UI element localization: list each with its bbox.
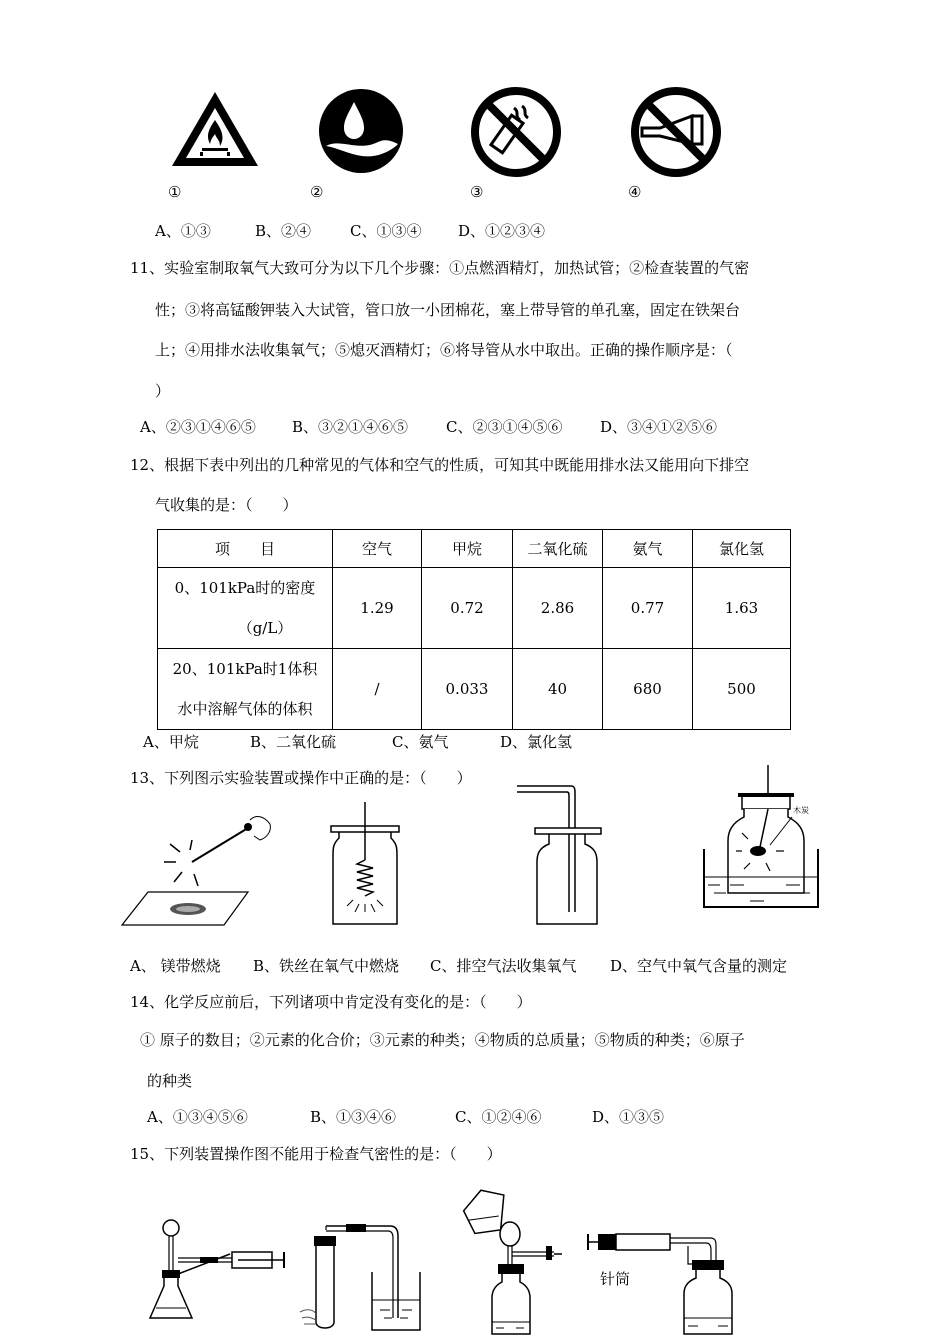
q13-option-c: C、排空气法收集氧气 bbox=[430, 957, 577, 975]
flask-syringe-apparatus-icon bbox=[148, 1218, 288, 1328]
table-header-cell: 氨气 bbox=[603, 530, 693, 568]
q14-option-a: A、①③④⑤⑥ bbox=[147, 1108, 248, 1126]
q13-line: 13、下列图示实验装置或操作中正确的是：（ ） bbox=[130, 769, 472, 787]
q11-line-3: 上；④用排水法收集氧气；⑤熄灭酒精灯；⑥将导管从水中取出。正确的操作顺序是：（ bbox=[155, 341, 733, 359]
table-row bbox=[158, 649, 791, 730]
no-smoking-sign-icon bbox=[470, 86, 562, 178]
table-header-cell: 空气 bbox=[333, 530, 422, 568]
table-row bbox=[158, 568, 791, 649]
q10-option-c: C、①③④ bbox=[350, 222, 422, 240]
magnesium-burning-figure-icon bbox=[120, 810, 280, 930]
q12-line-1: 12、根据下表中列出的几种常见的气体和空气的性质，可知其中既能用排水法又能用向下排空 bbox=[130, 456, 750, 474]
table-row-label: 20、101kPa时1体积 水中溶解气体的体积 bbox=[158, 649, 333, 730]
q10-option-b: B、②④ bbox=[255, 222, 312, 240]
table-cell: 0.77 bbox=[603, 568, 693, 649]
table-cell: 1.63 bbox=[693, 568, 791, 649]
q11-line-2: 性；③将高锰酸钾装入大试管，管口放一小团棉花，塞上带导管的单孔塞，固定在铁架台 bbox=[155, 301, 741, 319]
table-header-cell: 二氧化硫 bbox=[513, 530, 603, 568]
q11-line-4: ） bbox=[155, 382, 171, 400]
table-header-cell: 项 目 bbox=[158, 530, 333, 568]
q12-option-a: A、甲烷 bbox=[143, 733, 199, 751]
q12-option-b: B、二氧化硫 bbox=[250, 733, 337, 751]
test-tube-beaker-apparatus-icon bbox=[300, 1218, 430, 1333]
sign-label-4: ④ bbox=[628, 183, 642, 201]
q14-option-d: D、①③⑤ bbox=[592, 1108, 665, 1126]
q13-option-a: A、 镁带燃烧 bbox=[130, 957, 221, 975]
table-cell: 0.72 bbox=[422, 568, 513, 649]
table-cell: 0.033 bbox=[422, 649, 513, 730]
table-header-cell: 甲烷 bbox=[422, 530, 513, 568]
table-cell: 40 bbox=[513, 649, 603, 730]
q15-line: 15、下列装置操作图不能用于检查气密性的是：（ ） bbox=[130, 1145, 502, 1163]
q11-line-1: 11、实验室制取氧气大致可分为以下几个步骤：①点燃酒精灯，加热试管；②检查装置的气密 bbox=[130, 259, 750, 277]
q14-items-line-2: 的种类 bbox=[147, 1072, 193, 1090]
q12-option-d: D、氯化氢 bbox=[500, 733, 573, 751]
sign-label-3: ③ bbox=[470, 183, 484, 201]
gas-properties-table bbox=[157, 529, 791, 730]
q13-option-b: B、铁丝在氧气中燃烧 bbox=[253, 957, 400, 975]
q11-option-a: A、②③①④⑥⑤ bbox=[140, 418, 256, 436]
table-header-row bbox=[158, 530, 791, 568]
q12-line-2: 气收集的是：（ ） bbox=[155, 496, 298, 514]
q12-option-c: C、氨气 bbox=[392, 733, 449, 751]
table-cell: / bbox=[333, 649, 422, 730]
table-cell: 500 bbox=[693, 649, 791, 730]
q13-option-d: D、空气中氧气含量的测定 bbox=[610, 957, 788, 975]
q14-option-b: B、①③④⑥ bbox=[310, 1108, 397, 1126]
q10-option-d: D、①②③④ bbox=[458, 222, 546, 240]
q11-option-d: D、③④①②⑤⑥ bbox=[600, 418, 718, 436]
q11-option-c: C、②③①④⑤⑥ bbox=[446, 418, 563, 436]
air-displacement-collection-figure-icon bbox=[515, 782, 610, 930]
sign-label-1: ① bbox=[168, 183, 182, 201]
table-cell: 680 bbox=[603, 649, 693, 730]
q14-line: 14、化学反应前后，下列诸项中肯定没有变化的是：（ ） bbox=[130, 993, 532, 1011]
pouring-funnel-bottle-apparatus-icon bbox=[458, 1188, 568, 1338]
q14-items-line-1: ① 原子的数目；②元素的化合价；③元素的种类；④物质的总质量；⑤物质的种类；⑥原子 bbox=[140, 1031, 745, 1049]
syringe-label: 针筒 bbox=[600, 1270, 631, 1288]
q11-option-b: B、③②①④⑥⑤ bbox=[292, 418, 409, 436]
oxygen-content-measurement-figure-icon bbox=[700, 765, 825, 910]
table-row-label: 0、101kPa时的密度 （g/L） bbox=[158, 568, 333, 649]
water-saving-sign-icon bbox=[318, 88, 404, 174]
q10-option-a: A、①③ bbox=[155, 222, 211, 240]
no-horn-sign-icon bbox=[630, 86, 722, 178]
table-cell: 1.29 bbox=[333, 568, 422, 649]
sign-label-2: ② bbox=[310, 183, 324, 201]
table-header-cell: 氯化氢 bbox=[693, 530, 791, 568]
charcoal-label: 木炭 bbox=[793, 806, 809, 815]
iron-wire-burning-figure-icon bbox=[325, 800, 405, 930]
q14-option-c: C、①②④⑥ bbox=[455, 1108, 542, 1126]
table-cell: 2.86 bbox=[513, 568, 603, 649]
flammable-warning-sign-icon bbox=[170, 90, 260, 170]
